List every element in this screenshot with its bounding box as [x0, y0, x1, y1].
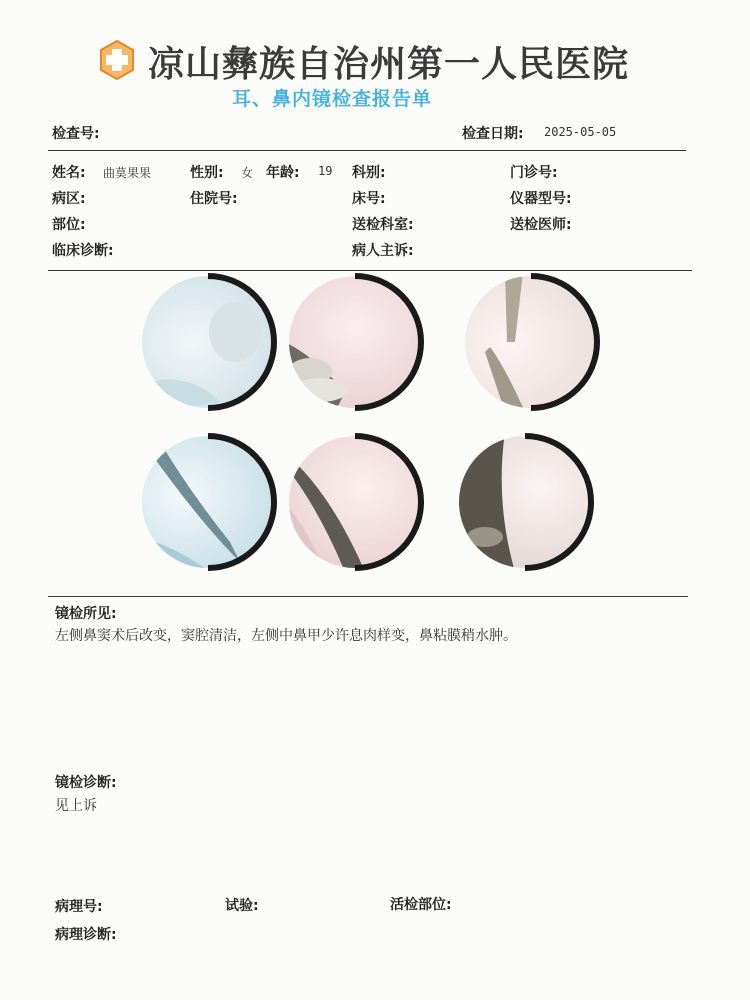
bed-no-label: 床号: — [352, 191, 386, 207]
device-model-label: 仪器型号: — [510, 191, 572, 207]
clinical-diagnosis-label: 临床诊断: — [52, 243, 114, 259]
divider-images — [48, 596, 688, 597]
findings-text: 左侧鼻窦术后改变，窦腔清洁，左侧中鼻甲少许息肉样变，鼻粘膜稍水肿。 — [55, 628, 517, 644]
sex-label: 性别: — [190, 165, 224, 181]
exam-date-value: 2025-05-05 — [544, 125, 617, 139]
endoscope-image-1 — [120, 272, 280, 412]
age-label: 年龄: — [266, 165, 300, 181]
name-value: 曲莫果果 — [103, 166, 152, 180]
endoscope-image-5 — [275, 432, 435, 572]
site-label: 部位: — [52, 217, 86, 233]
hospital-name: 凉山彝族自治州第一人民医院 — [148, 44, 630, 85]
inpatient-no-label: 住院号: — [190, 191, 238, 207]
endoscope-image-2 — [275, 272, 435, 412]
diagnosis-label: 镜检诊断: — [55, 775, 117, 791]
exam-no-label: 检查号: — [52, 126, 100, 142]
sex-value: 女 — [241, 166, 254, 180]
endoscope-image-6 — [445, 432, 605, 572]
age-value: 19 — [318, 164, 333, 178]
name-label: 姓名: — [52, 165, 86, 181]
pathology-no-label: 病理号: — [55, 899, 103, 915]
divider-info — [48, 270, 692, 271]
referring-doctor-label: 送检医师: — [510, 217, 572, 233]
divider-top — [48, 150, 686, 151]
ward-label: 病区: — [52, 191, 86, 207]
dept-label: 科别: — [352, 165, 386, 181]
referring-dept-label: 送检科室: — [352, 217, 414, 233]
outpatient-no-label: 门诊号: — [510, 165, 558, 181]
test-label: 试验: — [225, 898, 259, 914]
chief-complaint-label: 病人主诉: — [352, 243, 414, 259]
endoscope-image-3 — [445, 272, 605, 412]
findings-label: 镜检所见: — [55, 606, 117, 622]
diagnosis-text: 见上诉 — [55, 798, 97, 814]
pathology-diagnosis-label: 病理诊断: — [55, 927, 117, 943]
report-title: 耳、鼻内镜检查报告单 — [232, 88, 433, 110]
endoscope-image-4 — [120, 432, 280, 572]
biopsy-site-label: 活检部位: — [390, 897, 452, 913]
exam-date-label: 检查日期: — [462, 126, 524, 142]
hospital-cross-logo-icon — [97, 40, 137, 80]
